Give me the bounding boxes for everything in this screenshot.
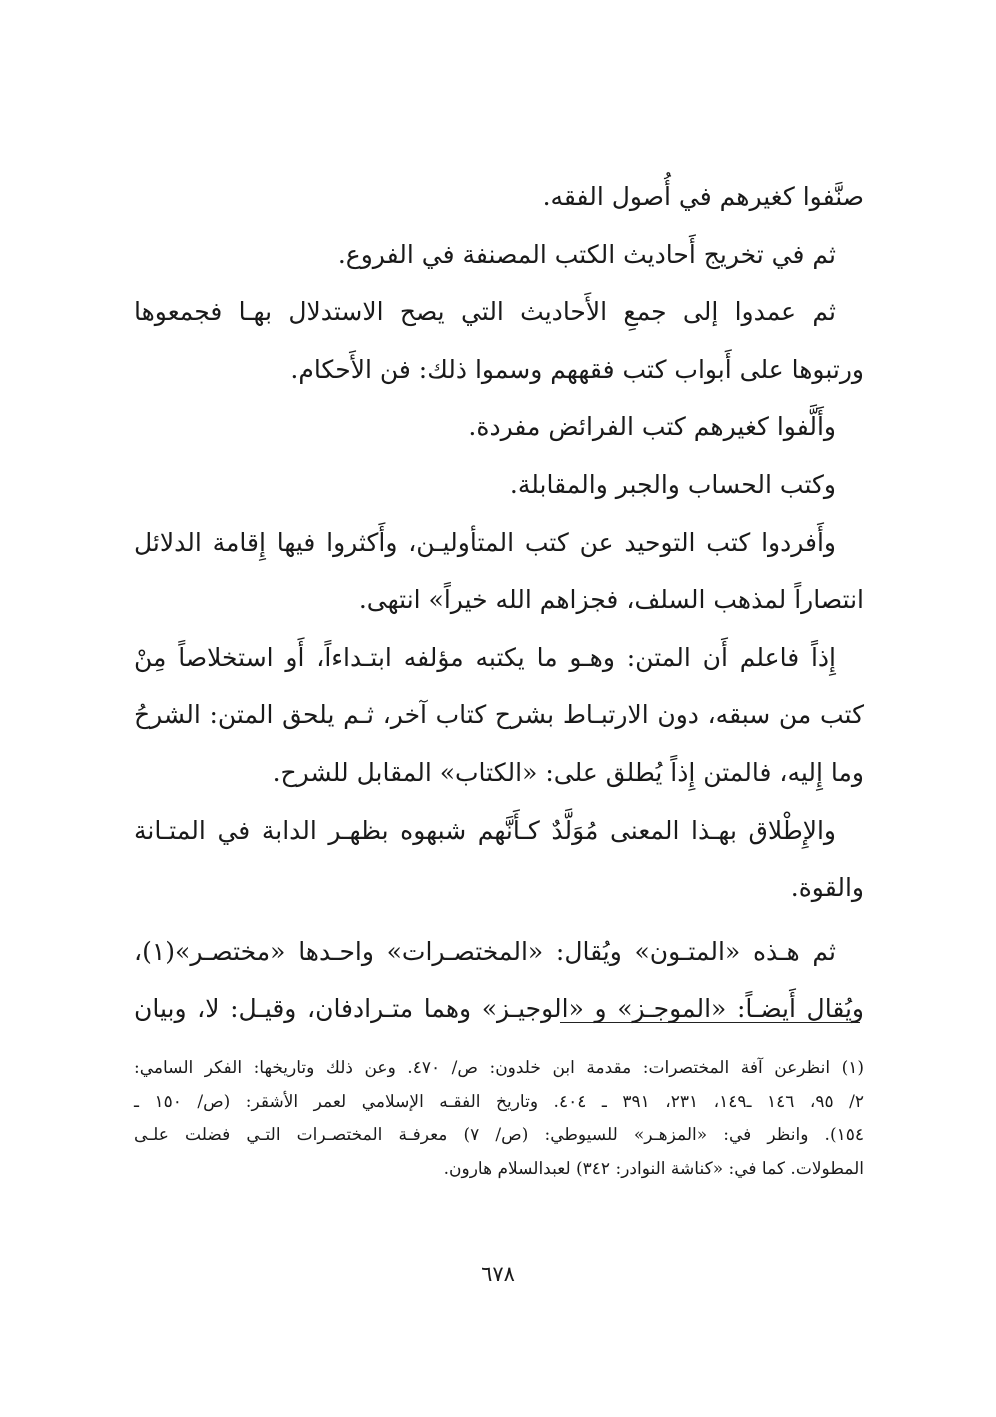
text-line: صنَّفوا كغيرهم في أُصول الفقه. [542, 182, 864, 211]
text-line: ثم هـذه «المتـون» ويُقال: «المختصـرات» واحـدها «مختصـر»(١)، [134, 936, 836, 966]
text-line: والإِطْلاق بهـذا المعنى مُوَلَّدٌ كـأَنَّهم شبهوه بظهـر الدابة في المتـانة [134, 815, 836, 845]
text-line: ويُقال أَيضـاً: «الموجـز» و «الوجيـز» وهما متـرادفان، وقيـل: لا، وبيان [134, 994, 864, 1024]
text-line: إِذاً فاعلم أَن المتن: وهـو ما يكتبه مؤلفه ابتـداءاً، أَو استخلاصاً مِنْ [134, 642, 836, 672]
text-line: وما إِليه، فالمتن إِذاً يُطلق على: «الكتاب» المقابل للشرح. [272, 757, 864, 787]
text-line: ثم في تخريج أَحاديث الكتب المصنفة في الفروع. [337, 239, 836, 269]
text-line: ورتبوها على أَبواب كتب فقههم وسموا ذلك: فن الأَحكام. [290, 354, 864, 384]
text-line: وأَفردوا كتب التوحيد عن كتب المتأوليـن، وأَكثروا فيها إِقامة الدلائل [134, 527, 836, 557]
text-line: وكتب الحساب والجبر والمقابلة. [509, 469, 836, 499]
page-number: ٦٧٨ [481, 1262, 515, 1286]
footnote-separator [560, 1022, 860, 1023]
text-line: وأَلَّفوا كغيرهم كتب الفرائض مفردة. [468, 412, 836, 442]
text-line: والقوة. [790, 873, 864, 903]
footnote-line: (١) انظرعن آفة المختصرات: مقدمة ابن خلدون: ص/ ٤٧٠. وعن ذلك وتاريخها: الفكر السامي: [134, 1058, 865, 1078]
footnote-line: ١٥٤). وانظر في: «المزهـر» للسيوطي: (ص/ ٧) معرفـة المختصـرات التـي فضلت علـى [134, 1125, 864, 1145]
footnotes [134, 1052, 864, 1186]
text-line: انتصاراً لمذهب السلف، فجزاهم الله خيراً» انتهى. [358, 585, 864, 615]
text-line: كتب من سبقه، دون الارتبـاط بشرح كتاب آخر، ثـم يلحق المتن: الشرحُ [134, 700, 864, 730]
text-line: ثم عمدوا إلى جمعِ الأَحاديث التي يصح الاستدلال بهـا فجمعوها [134, 297, 836, 327]
footnote-line: ٢/ ٩٥، ١٤٦ ـ١٤٩، ٢٣١، ٣٩١ ـ ٤٠٤. وتاريخ الفقـه الإسلامي لعمر الأشقر: (ص/ ١٥٠ ـ [134, 1091, 865, 1112]
footnote-line: المطولات. كما في: «كناشة النوادر: ٣٤٢) لعبدالسلام هارون. [443, 1158, 864, 1179]
main-text [134, 168, 864, 1038]
